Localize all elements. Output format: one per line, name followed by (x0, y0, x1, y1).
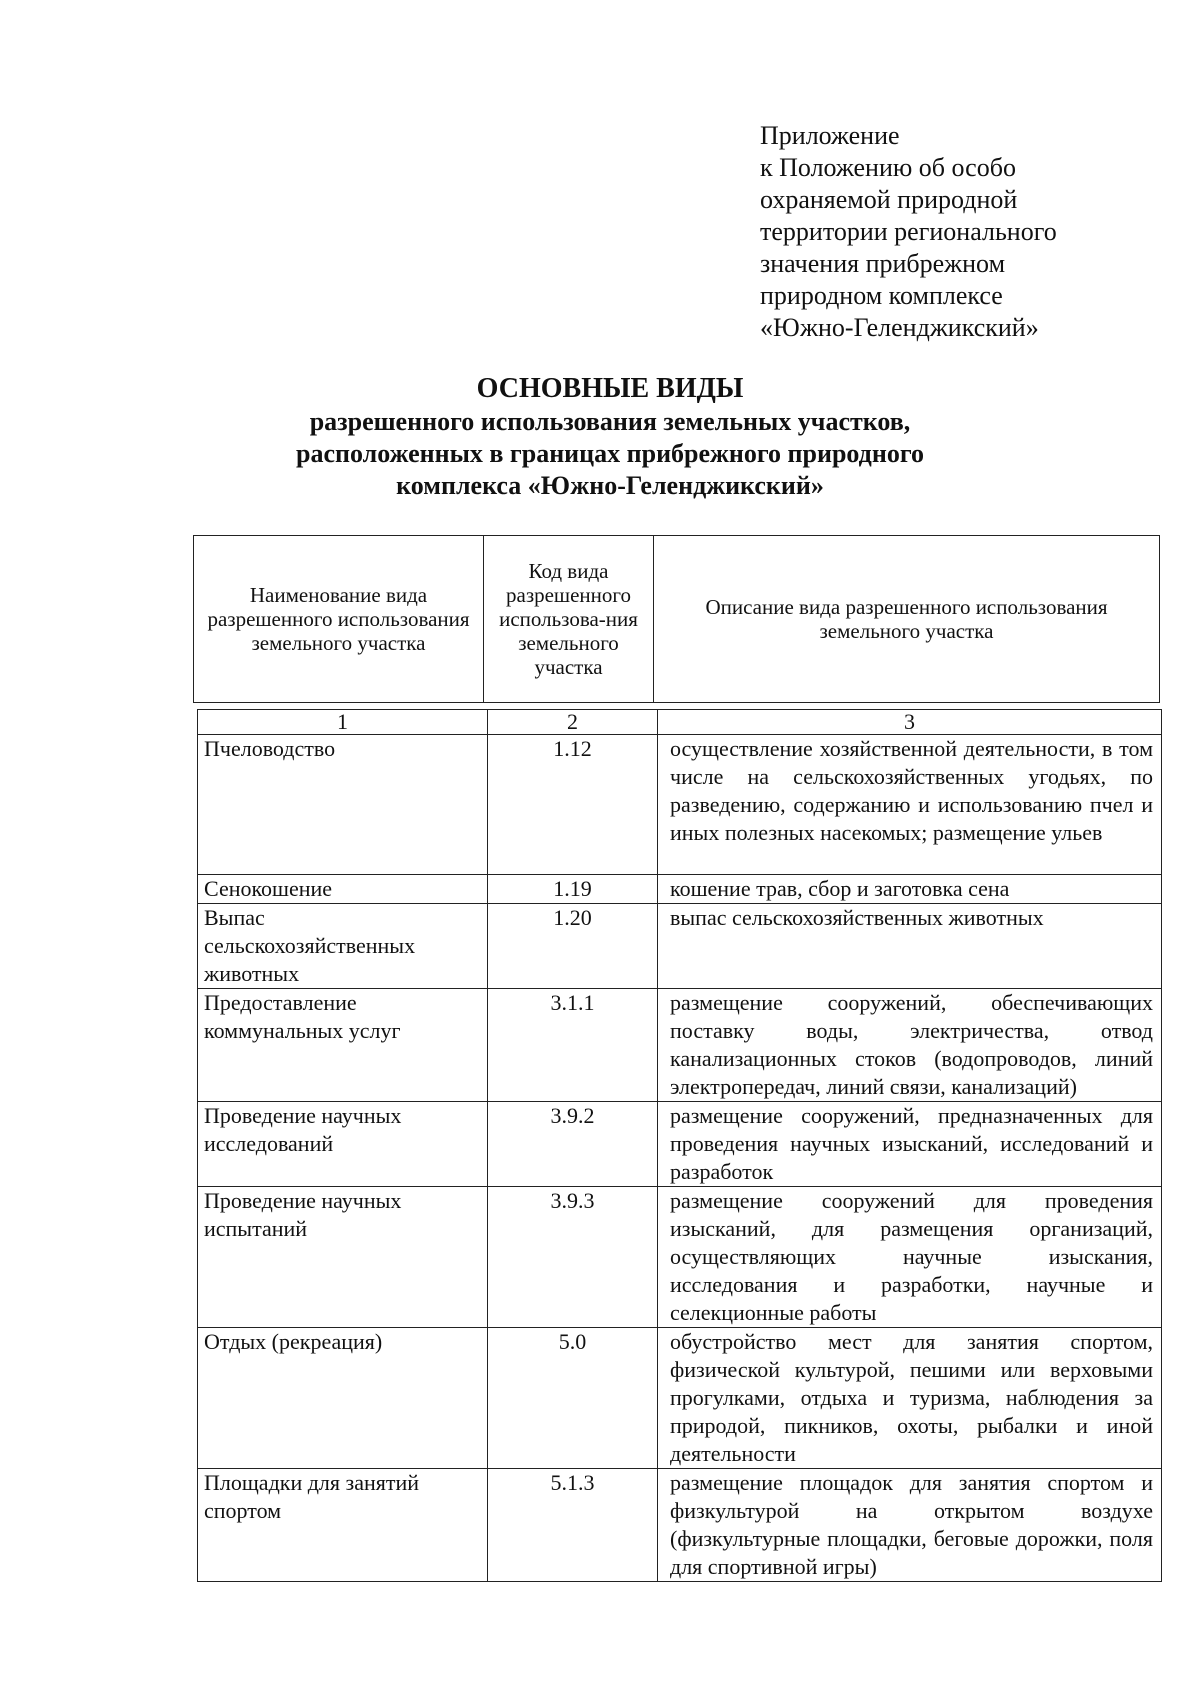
usage-code: 1.12 (488, 735, 658, 875)
usage-code: 3.9.2 (488, 1102, 658, 1187)
usage-code: 5.1.3 (488, 1469, 658, 1582)
table-row (198, 904, 1162, 989)
usage-code: 5.0 (488, 1328, 658, 1469)
table-row (198, 1187, 1162, 1328)
appendix-line: природном комплексе (760, 281, 1003, 310)
usage-name: Сенокошение (198, 875, 488, 904)
usage-name: Площадки для занятий спортом (198, 1469, 488, 1582)
title-sub-line: разрешенного использования земельных участков, (309, 407, 911, 436)
table-row (198, 1102, 1162, 1187)
appendix-note (760, 120, 1180, 344)
title-sub-line: комплекса «Южно-Геленджикский» (396, 471, 824, 500)
usage-description: осуществление хозяйственной деятельности, в том числе на сельскохозяйственных угодьях, по разведению, содержанию и использованию пчел и иных полезных насекомых; размещение ульев (658, 735, 1162, 875)
table-row (198, 989, 1162, 1102)
appendix-line: значения прибрежном (760, 249, 1006, 278)
table-row (198, 735, 1162, 875)
appendix-line: Приложение (760, 121, 900, 150)
appendix-line: охраняемой природной (760, 185, 1018, 214)
appendix-line: «Южно-Геленджикский» (760, 313, 1039, 342)
usage-description: выпас сельскохозяйственных животных (658, 904, 1162, 989)
usage-code: 1.19 (488, 875, 658, 904)
title-sub-line: расположенных в границах прибрежного природного (296, 439, 924, 468)
appendix-line: территории регионального (760, 217, 1057, 246)
usage-code: 3.1.1 (488, 989, 658, 1102)
column-number: 1 (198, 710, 488, 735)
header-code: Код вида разрешенного использова-ния земельного участка (484, 536, 654, 703)
usage-name: Пчеловодство (198, 735, 488, 875)
column-number-row (198, 710, 1162, 735)
column-number: 3 (658, 710, 1162, 735)
table-row (198, 1328, 1162, 1469)
title-main: ОСНОВНЫЕ ВИДЫ (476, 373, 744, 404)
usage-description: размещение сооружений для проведения изысканий, для размещения организаций, осуществляющих научные изыскания, исследования и разработки, научные и селекционные работы (658, 1187, 1162, 1328)
table-header (193, 535, 1160, 703)
usage-name: Проведение научных исследований (198, 1102, 488, 1187)
usage-description: размещение сооружений, предназначенных для проведения научных изысканий, исследований и разработок (658, 1102, 1162, 1187)
usage-code: 1.20 (488, 904, 658, 989)
usage-description: обустройство мест для занятия спортом, физической культурой, пешими или верховыми прогулками, отдыха и туризма, наблюдения за природой, пикников, охоты, рыбалки и иной деятельности (658, 1328, 1162, 1469)
usage-name: Предоставление коммунальных услуг (198, 989, 488, 1102)
column-number: 2 (488, 710, 658, 735)
header-description: Описание вида разрешенного использования земельного участка (654, 536, 1160, 703)
usage-code: 3.9.3 (488, 1187, 658, 1328)
header-row (194, 536, 1160, 703)
usage-name: Проведение научных испытаний (198, 1187, 488, 1328)
table-row (198, 1469, 1162, 1582)
usage-description: размещение площадок для занятия спортом и физкультурой на открытом воздухе (физкультурные площадки, беговые дорожки, поля для спортивной игры) (658, 1469, 1162, 1582)
usage-table (197, 709, 1162, 1582)
usage-description: кошение трав, сбор и заготовка сена (658, 875, 1162, 904)
table-row (198, 875, 1162, 904)
document-title (160, 372, 1060, 502)
usage-name: Отдых (рекреация) (198, 1328, 488, 1469)
usage-description: размещение сооружений, обеспечивающих поставку воды, электричества, отвод канализационных стоков (водопроводов, линий электропередач, линий связи, канализаций) (658, 989, 1162, 1102)
usage-name: Выпас сельскохозяйственных животных (198, 904, 488, 989)
appendix-line: к Положению об особо (760, 153, 1016, 182)
header-name: Наименование вида разрешенного использования земельного участка (194, 536, 484, 703)
